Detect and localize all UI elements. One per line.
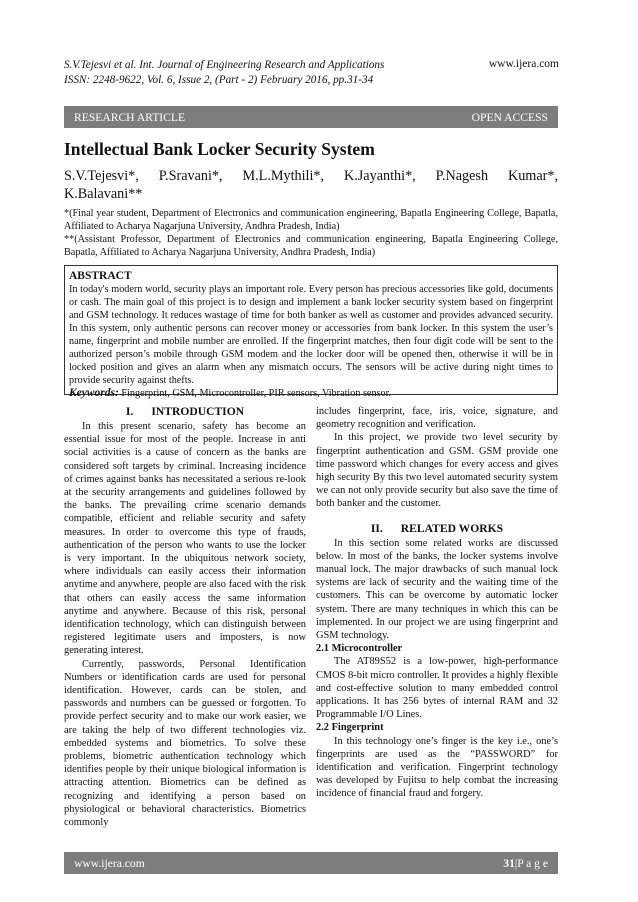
article-type-label: RESEARCH ARTICLE (74, 110, 186, 124)
intro-paragraph-3: includes fingerprint, face, iris, voice, signature, and geometry recognition and verification. (316, 406, 558, 431)
intro-number: I. (125, 405, 134, 418)
keywords-label: Keywords: (69, 387, 119, 399)
subsection-fingerprint-title: 2.2 Fingerprint (316, 722, 384, 734)
right-column (316, 405, 558, 801)
intro-title: INTRODUCTION (151, 405, 245, 418)
left-column (64, 405, 306, 829)
intro-heading (64, 405, 306, 419)
keywords (69, 387, 553, 400)
page-label: |P a g e (514, 856, 548, 870)
related-paragraph-1: In this section some related works are discussed below. In most of the banks, the locker systems involve manual lock. The major drawbacks of such manual lock systems are lack of security and the waiting time of the customers. This can be overcome by automatic locker system. There are many techniques in which this can be implemented. In our project we are using fingerprint and GSM technology. (316, 537, 558, 642)
abstract-box (64, 265, 558, 399)
related-number: II. (370, 521, 383, 535)
abstract-body: In today's modern world, security plays an important role. Every person has precious accessories like gold, documents or cash. The main goal of this project is to design and implement a bank locker security system based on fingerprint and GSM technology. It reduces wastage of time for both banker as well as customer and provides advanced security. In this system, only authentic persons can recover money or accessories from bank locker. In this system the user’s name, fingerprint and mobile number are enrolled. If the fingerprint matches, then four digit code will be sent to the authorized person’s mobile through GSM modem and the locker door will be opened then, otherwise it will be in locked position and gives an alarm when any mismatch occurs. The sensors will be active during night times to provide security against thefts. (69, 284, 553, 386)
citation-line-1: S.V.Tejesvi et al. Int. Journal of Engineering Research and Applications (64, 59, 385, 71)
affiliations (64, 207, 558, 259)
paper-title: Intellectual Bank Locker Security System (64, 139, 375, 159)
affiliation-1: *(Final year student, Department of Electronics and communication engineering, Bapatla Engineering College, Bapatla, Affiliated to Acharya Nagarjuna University, Andhra Pradesh, India) (64, 208, 558, 232)
header-website-link[interactable]: www.ijera.com (488, 58, 559, 70)
footer-website-link[interactable]: www.ijera.com (74, 856, 145, 870)
subsection-fingerprint-body: In this technology one’s finger is the key i.e., one’s fingerprints are used as the “PASSWORD” for identification and verification. Fingerprint technology was developed by Fujitsu to help combat the increasing incidence of financial fraud and forgery. (316, 735, 558, 800)
article-banner (64, 106, 558, 128)
abstract-heading: ABSTRACT (69, 270, 132, 282)
intro-paragraph-4: In this project, we provide two level security by fingerprint authentication and GSM. GSM provide one time password which changes for every access and gives high security By this two level automated security system we can not only provide security but also save the time of both banker and the customer. (316, 432, 558, 510)
page-indicator (503, 857, 548, 870)
keywords-list: Fingerprint, GSM, Microcontroller, PIR sensors, Vibration sensor. (118, 388, 391, 399)
journal-citation (64, 58, 484, 87)
intro-paragraph-2: Currently, passwords, Personal Identification Numbers or identification cards are used for personal identification. However, cards can be stolen, and passwords and numbers can be guessed or forgotten. To provide perfect security and to make our work easier, we are taking the help of two different technologies viz. embedded systems and biometrics. To solve these problems, biometric authentication technology which identifies people by their unique biological information is attracting attention. Biometrics can be defined as recognizing and identifying a person based on physiological or behavioral characteristics. Biometrics commonly (64, 658, 306, 829)
related-title: RELATED WORKS (400, 521, 504, 535)
subsection-microcontroller-body: The AT89S52 is a low-power, high-performance CMOS 8-bit micro controller. It provides a highly flexible and cost-effective solution to many embedded control applications. It has 256 bytes of internal RAM and 32 Programmable I/O Lines. (316, 656, 558, 721)
author-list: S.V.Tejesvi*, P.Sravani*, M.L.Mythili*, K.Jayanthi*, P.Nagesh Kumar*, K.Balavani** (64, 168, 558, 202)
subsection-microcontroller-title: 2.1 Microcontroller (316, 643, 403, 655)
related-heading (316, 522, 558, 536)
page-number: 31 (503, 856, 515, 870)
affiliation-2: **(Assistant Professor, Department of Electronics and communication engineering, Bapatla Engineering College, Bapatla, Affiliated to Acharya Nagarjuna University, Andhra Pradesh, India) (64, 234, 558, 258)
section-gap (316, 511, 558, 522)
citation-line-2: ISSN: 2248-9622, Vol. 6, Issue 2, (Part - 2) February 2016, pp.31-34 (64, 73, 374, 86)
footer-bar (64, 852, 558, 874)
intro-paragraph-1: In this present scenario, safety has become an essential issue for most of the people. Increase in anti social activities is a cause of concern as the banks are considered soft targets by criminal. Increasing incidence of crimes against banks has necessitated a serious re-look at the security arrangements and guidelines followed by the banks. The prevailing crime scenario demands compatible, efficient and reliable security and safety measures. In order to overcome this type of frauds, authentication of the person who wants to use the locker is very important. In the ubiquitous network society, where individuals can easily access their information anytime and anywhere, people are also faced with the risk that others can easily access the same information anytime and anywhere. Because of this risk, personal identification technology, which can distinguish between registered legitimate users and imposters, is now generating interest. (64, 421, 306, 657)
open-access-label: OPEN ACCESS (471, 110, 548, 124)
